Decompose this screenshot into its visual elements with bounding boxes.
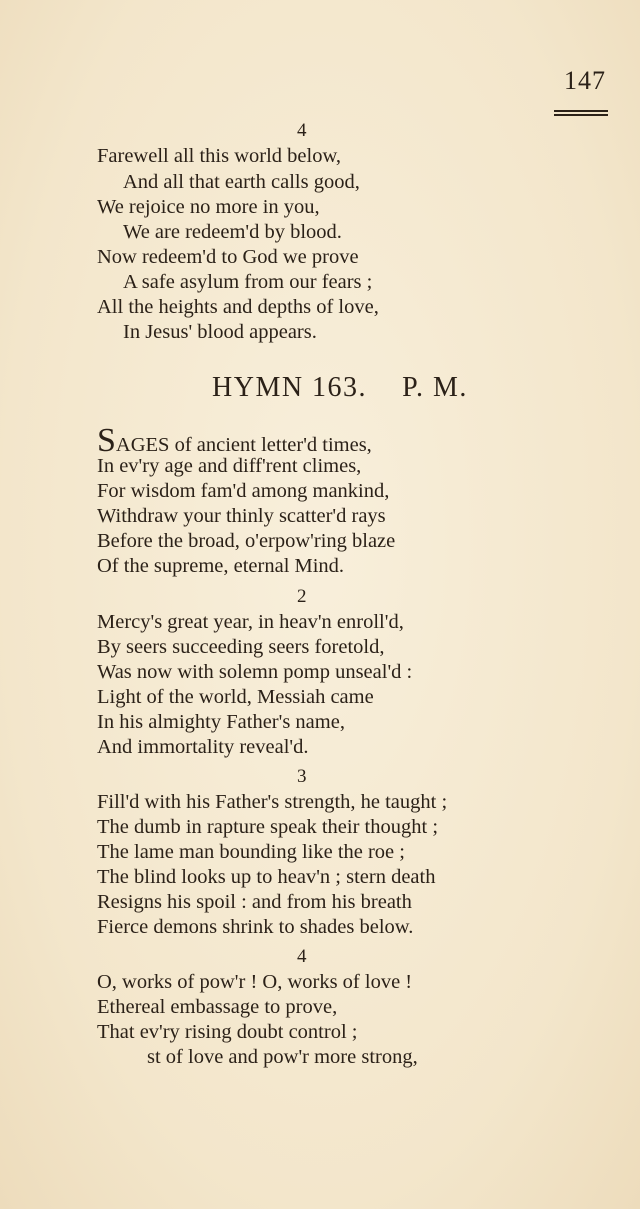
verse-line: A safe asylum from our fears ; <box>123 271 373 293</box>
verse-line: The blind looks up to heav'n ; stern death <box>97 866 436 888</box>
verse-line: Withdraw your thinly scatter'd rays <box>97 505 386 527</box>
verse-line: Of the supreme, eternal Mind. <box>97 555 345 577</box>
verse-line: Light of the world, Messiah came <box>97 686 374 708</box>
verse-line: Mercy's great year, in heav'n enroll'd, <box>97 611 404 633</box>
verse-line: That ev'ry rising doubt control ; <box>97 1021 358 1043</box>
hymn-heading <box>212 372 468 404</box>
verse-line: In ev'ry age and diff'rent climes, <box>97 455 362 477</box>
verse-line: We rejoice no more in you, <box>97 196 320 218</box>
verse-line: By seers succeeding seers foretold, <box>97 636 385 658</box>
verse-line: Farewell all this world below, <box>97 145 342 167</box>
page-rule <box>554 110 608 116</box>
verse-line: Fierce demons shrink to shades below. <box>97 916 414 938</box>
stanza-number: 2 <box>297 586 307 607</box>
verse-line-first <box>97 424 372 458</box>
verse-line: O, works of pow'r ! O, works of love ! <box>97 971 413 993</box>
verse-line: Ethereal embassage to prove, <box>97 996 338 1018</box>
verse-line: The dumb in rapture speak their thought ; <box>97 816 439 838</box>
verse-line: For wisdom fam'd among mankind, <box>97 480 390 502</box>
stanza-number: 4 <box>297 120 307 141</box>
verse-line: Resigns his spoil : and from his breath <box>97 891 412 913</box>
verse-line: All the heights and depths of love, <box>97 296 379 318</box>
verse-line: Now redeem'd to God we prove <box>97 246 359 268</box>
first-line-text: AGES of ancient letter'd times, <box>115 434 372 456</box>
verse-line: And immortality reveal'd. <box>97 736 309 758</box>
verse-line: We are redeem'd by blood. <box>123 221 342 243</box>
verse-line: And all that earth calls good, <box>123 171 360 193</box>
stanza-number: 3 <box>297 766 307 787</box>
verse-line: The lame man bounding like the roe ; <box>97 841 405 863</box>
hymn-title: HYMN 163. <box>212 372 368 403</box>
stanza-number: 4 <box>297 946 307 967</box>
verse-line: Before the broad, o'erpow'ring blaze <box>97 530 396 552</box>
verse-line: In Jesus' blood appears. <box>123 321 317 343</box>
verse-line: st of love and pow'r more strong, <box>147 1046 418 1068</box>
drop-cap: S <box>97 422 116 459</box>
hymn-meter: P. M. <box>402 372 468 403</box>
verse-line: Was now with solemn pomp unseal'd : <box>97 661 413 683</box>
verse-line: In his almighty Father's name, <box>97 711 345 733</box>
page-number: 147 <box>564 66 606 95</box>
verse-line: Fill'd with his Father's strength, he taught ; <box>97 791 448 813</box>
